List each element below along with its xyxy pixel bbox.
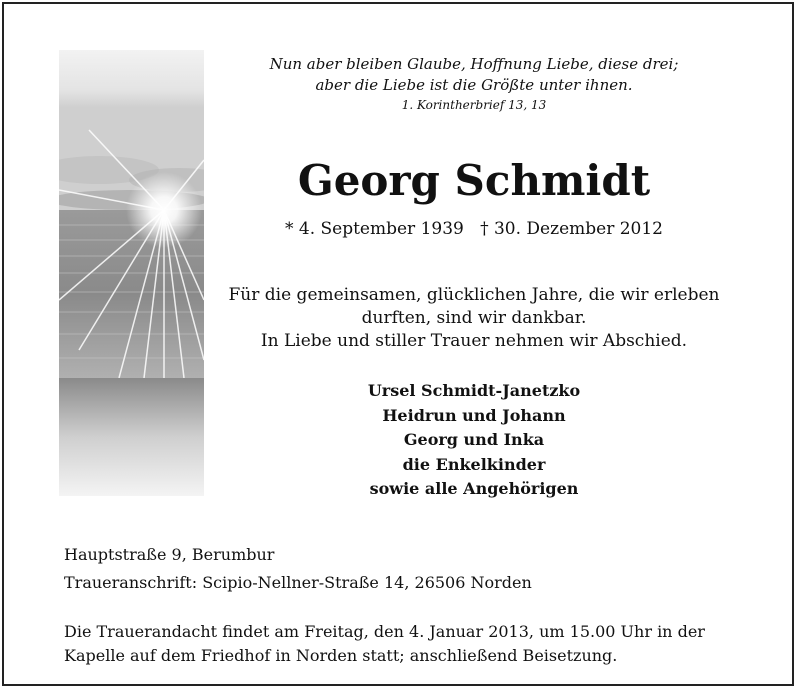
deceased-name: Georg Schmidt	[297, 156, 651, 205]
mourner-1: Ursel Schmidt-Janetzko	[367, 381, 581, 400]
birth-date: * 4. September 1939	[284, 219, 464, 239]
mourner-2: Heidrun und Johann	[382, 405, 566, 425]
service-line-2: Kapelle auf dem Friedhof in Norden statt; anschließend Beisetzung.	[64, 646, 618, 665]
service-line-1: Die Trauerandacht findet am Freitag, den 4. Januar 2013, um 15.00 Uhr in der	[64, 622, 705, 641]
death-date: † 30. Dezember 2012	[480, 219, 663, 239]
quote-line-2: aber die Liebe ist die Größte unter ihnen.	[315, 76, 633, 94]
mourner-4: die Enkelkinder	[402, 454, 546, 474]
bible-quote	[219, 54, 729, 114]
mourning-address: Traueranschrift: Scipio-Nellner-Straße 14, 26506 Norden	[64, 573, 532, 592]
message-line-2: durften, sind wir dankbar.	[361, 308, 587, 328]
mourner-3: Georg und Inka	[403, 430, 545, 449]
mourner-5: sowie alle Angehörigen	[369, 479, 579, 498]
life-dates	[219, 217, 729, 241]
obituary-frame	[2, 2, 794, 686]
address-block	[64, 541, 764, 597]
sunrise-over-sea-photo	[59, 50, 204, 496]
farewell-message	[219, 284, 729, 353]
mourners-list	[219, 379, 729, 502]
message-line-3: In Liebe und stiller Trauer nehmen wir Abschied.	[260, 331, 688, 351]
home-address: Hauptstraße 9, Berumbur	[64, 545, 275, 564]
message-line-1: Für die gemeinsamen, glücklichen Jahre, die wir erleben	[228, 285, 720, 305]
service-info	[64, 620, 764, 668]
quote-source: 1. Korintherbrief 13, 13	[401, 98, 547, 112]
quote-line-1: Nun aber bleiben Glaube, Hoffnung Liebe, diese drei;	[269, 55, 679, 73]
